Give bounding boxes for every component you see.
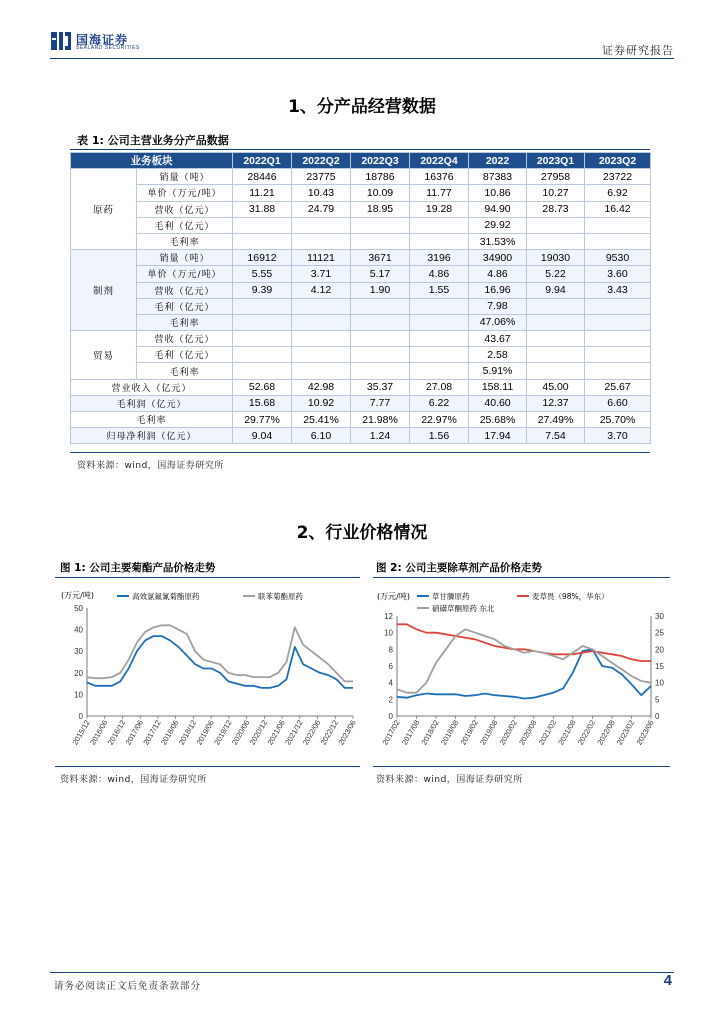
metric-label-cell: 销量（吨）: [137, 169, 233, 185]
x-tick-label: 2020/02: [497, 718, 519, 747]
value-cell: 47.06%: [469, 314, 527, 330]
section-title-price-trends: 2、行业价格情况: [296, 523, 428, 543]
table-row: [71, 217, 651, 233]
chart1-unit-label: (万元/吨): [61, 591, 94, 600]
value-cell: 10.27: [527, 185, 585, 201]
value-cell: 4.12: [292, 282, 351, 298]
x-tick-label: 2019/08: [478, 718, 500, 747]
value-cell: 23775: [292, 169, 351, 185]
y-right-tick-label: 0: [655, 712, 660, 721]
table-row: [71, 233, 651, 249]
value-cell: 16376: [410, 169, 469, 185]
y-right-tick-label: 10: [655, 678, 664, 688]
value-cell: [292, 298, 351, 314]
value-cell: 16912: [233, 250, 292, 266]
y-tick-label: 30: [74, 647, 83, 657]
value-cell: [527, 347, 585, 363]
table-row: [71, 169, 651, 185]
value-cell: 158.11: [469, 379, 527, 395]
value-cell: [233, 347, 292, 363]
value-cell: 4.86: [469, 266, 527, 282]
x-tick-label: 2018/02: [419, 718, 441, 747]
chart2-unit-label: (万元/吨): [377, 592, 410, 601]
value-cell: 27.49%: [527, 412, 585, 428]
x-tick-label: 2022/12: [318, 718, 340, 747]
value-cell: 19.28: [410, 201, 469, 217]
page-number: 4: [663, 972, 672, 989]
x-tick-label: 2015/12: [70, 718, 92, 747]
figure2-bottom-divider: [373, 766, 670, 767]
value-cell: [351, 314, 410, 330]
chart2-legend-label-2: 麦草畏（98%，华东）: [532, 592, 609, 601]
value-cell: [585, 298, 651, 314]
figure2-divider: [373, 577, 670, 578]
value-cell: 28.73: [527, 201, 585, 217]
y-tick-label: 2: [388, 695, 393, 705]
value-cell: 24.79: [292, 201, 351, 217]
value-cell: 10.92: [292, 395, 351, 411]
x-tick-label: 2016/12: [105, 718, 128, 747]
value-cell: 29.77%: [233, 412, 292, 428]
table-row: [71, 250, 651, 266]
x-tick-label: 2018/06: [159, 718, 181, 747]
value-cell: [292, 347, 351, 363]
x-tick-label: 2019/06: [194, 718, 216, 747]
value-cell: [233, 233, 292, 249]
value-cell: 23722: [585, 169, 651, 185]
value-cell: 15.68: [233, 395, 292, 411]
value-cell: 1.56: [410, 428, 469, 444]
table-source: 资料来源：wind，国海证券研究所: [77, 461, 224, 471]
value-cell: 17.94: [469, 428, 527, 444]
y-tick-label: 12: [384, 612, 393, 621]
footer-disclaimer: 请务必阅读正文后免责条款部分: [54, 981, 202, 992]
table-row: [71, 314, 651, 330]
y-tick-label: 6: [388, 662, 393, 671]
value-cell: 4.86: [410, 266, 469, 282]
chart1-legend-label-2: 联苯菊酯原药: [258, 592, 303, 601]
value-cell: 10.09: [351, 185, 410, 201]
column-header: 业务板块: [71, 153, 233, 169]
value-cell: [527, 314, 585, 330]
series-line-2: [397, 624, 651, 661]
segment-name-cell: 制剂: [71, 250, 137, 331]
value-cell: 31.88: [233, 201, 292, 217]
y-tick-label: 50: [74, 604, 83, 613]
value-cell: 5.22: [527, 266, 585, 282]
value-cell: 35.37: [351, 379, 410, 395]
value-cell: [410, 347, 469, 363]
chart2-series: [397, 624, 651, 698]
table-row: [71, 185, 651, 201]
chart1-axes: [70, 604, 357, 746]
x-tick-label: 2020/06: [229, 718, 252, 747]
value-cell: 34900: [469, 250, 527, 266]
chart1-series: [87, 625, 353, 688]
metric-label-cell: 毛利率: [137, 363, 233, 379]
x-tick-label: 2017/02: [380, 718, 402, 747]
y-tick-label: 0: [78, 712, 83, 721]
total-label-cell: 毛利润（亿元）: [71, 395, 233, 411]
value-cell: 9.39: [233, 282, 292, 298]
value-cell: 6.60: [585, 395, 651, 411]
column-header: 2022Q1: [233, 153, 292, 169]
total-label-cell: 毛利率: [71, 412, 233, 428]
value-cell: 27958: [527, 169, 585, 185]
table-row: [71, 201, 651, 217]
column-header: 2023Q1: [527, 153, 585, 169]
value-cell: 1.90: [351, 282, 410, 298]
table-caption: 表 1: 公司主营业务分产品数据: [77, 134, 229, 147]
value-cell: [410, 217, 469, 233]
y-right-tick-label: 30: [655, 612, 664, 621]
value-cell: 27.08: [410, 379, 469, 395]
x-tick-label: 2022/08: [595, 718, 617, 747]
metric-label-cell: 毛利率: [137, 233, 233, 249]
page-header: [50, 28, 674, 58]
sealand-logo-icon: [50, 30, 72, 52]
value-cell: 31.53%: [469, 233, 527, 249]
x-tick-label: 2022/02: [575, 718, 598, 747]
x-tick-label: 2018/12: [176, 718, 199, 747]
value-cell: 19030: [527, 250, 585, 266]
value-cell: [527, 217, 585, 233]
column-header: 2022: [469, 153, 527, 169]
value-cell: [585, 314, 651, 330]
column-header: 2022Q4: [410, 153, 469, 169]
value-cell: [233, 331, 292, 347]
value-cell: 43.67: [469, 331, 527, 347]
y-tick-label: 0: [388, 712, 393, 721]
value-cell: [351, 363, 410, 379]
y-tick-label: 20: [74, 668, 83, 678]
value-cell: 5.55: [233, 266, 292, 282]
value-cell: 9.04: [233, 428, 292, 444]
metric-label-cell: 营收（亿元）: [137, 282, 233, 298]
metric-label-cell: 营收（亿元）: [137, 201, 233, 217]
total-row: [71, 428, 651, 444]
metric-label-cell: 销量（吨）: [137, 250, 233, 266]
x-tick-label: 2021/02: [536, 718, 559, 747]
value-cell: [292, 233, 351, 249]
chart2-legend-label-3: 硝磺草酮原药 东北: [432, 604, 495, 613]
value-cell: [585, 347, 651, 363]
figure1-caption: 图 1: 公司主要菊酯产品价格走势: [60, 562, 216, 574]
segment-name-cell: 原药: [71, 169, 137, 250]
value-cell: 3671: [351, 250, 410, 266]
y-right-tick-label: 5: [655, 695, 660, 705]
x-tick-label: 2021/06: [265, 718, 287, 747]
value-cell: [233, 314, 292, 330]
x-tick-label: 2023/02: [614, 718, 637, 747]
x-tick-label: 2021/08: [556, 718, 578, 747]
value-cell: 18.95: [351, 201, 410, 217]
metric-label-cell: 毛利率: [137, 314, 233, 330]
value-cell: 6.10: [292, 428, 351, 444]
value-cell: 5.17: [351, 266, 410, 282]
value-cell: 12.37: [527, 395, 585, 411]
value-cell: [410, 298, 469, 314]
header-divider: [50, 58, 674, 59]
y-tick-label: 4: [388, 678, 393, 688]
value-cell: [410, 331, 469, 347]
value-cell: 11121: [292, 250, 351, 266]
x-tick-label: 2023/06: [336, 718, 358, 747]
value-cell: 11.21: [233, 185, 292, 201]
y-right-tick-label: 15: [655, 662, 664, 671]
value-cell: 3.70: [585, 428, 651, 444]
value-cell: 25.70%: [585, 412, 651, 428]
x-tick-label: 2023/06: [634, 718, 656, 747]
value-cell: 6.22: [410, 395, 469, 411]
column-header: 2022Q2: [292, 153, 351, 169]
x-tick-label: 2022/06: [300, 718, 323, 747]
value-cell: 52.68: [233, 379, 292, 395]
y-tick-label: 10: [384, 628, 393, 638]
report-type-label: 证券研究报告: [602, 44, 674, 57]
value-cell: [527, 233, 585, 249]
x-tick-label: 2020/08: [517, 718, 539, 747]
value-cell: [292, 363, 351, 379]
value-cell: [585, 363, 651, 379]
value-cell: 5.91%: [469, 363, 527, 379]
y-tick-label: 10: [74, 690, 83, 700]
value-cell: 16.42: [585, 201, 651, 217]
value-cell: 9530: [585, 250, 651, 266]
value-cell: [351, 233, 410, 249]
value-cell: 6.92: [585, 185, 651, 201]
figure1-divider: [55, 577, 360, 578]
value-cell: 42.98: [292, 379, 351, 395]
value-cell: [410, 314, 469, 330]
value-cell: 94.90: [469, 201, 527, 217]
value-cell: 45.00: [527, 379, 585, 395]
x-tick-label: 2019/02: [458, 718, 480, 747]
value-cell: [233, 217, 292, 233]
value-cell: [292, 331, 351, 347]
value-cell: 10.43: [292, 185, 351, 201]
x-tick-label: 2020/12: [247, 718, 270, 747]
total-label-cell: 归母净利润（亿元）: [71, 428, 233, 444]
metric-label-cell: 单价（万元/吨）: [137, 185, 233, 201]
value-cell: [292, 217, 351, 233]
section-title-operating-data: 1、分产品经营数据: [288, 97, 436, 117]
value-cell: 40.60: [469, 395, 527, 411]
value-cell: 7.54: [527, 428, 585, 444]
x-tick-label: 2021/12: [283, 718, 305, 747]
x-tick-label: 2017/12: [141, 718, 163, 747]
column-header: 2023Q2: [585, 153, 651, 169]
chart2-legend: [417, 591, 609, 613]
value-cell: [351, 331, 410, 347]
column-header: 2022Q3: [351, 153, 410, 169]
x-tick-label: 2017/06: [123, 718, 145, 747]
value-cell: 2.58: [469, 347, 527, 363]
value-cell: 11.77: [410, 185, 469, 201]
value-cell: 18786: [351, 169, 410, 185]
total-label-cell: 营业收入（亿元）: [71, 379, 233, 395]
table-row: [71, 363, 651, 379]
logo-english: SEALAND SECURITIES: [76, 45, 140, 51]
table-row: [71, 331, 651, 347]
chart2-legend-label-1: 草甘膦原药: [432, 592, 470, 601]
metric-label-cell: 毛利（亿元）: [137, 298, 233, 314]
value-cell: 25.41%: [292, 412, 351, 428]
value-cell: 28446: [233, 169, 292, 185]
x-tick-label: 2016/06: [88, 718, 110, 747]
value-cell: 22.97%: [410, 412, 469, 428]
metric-label-cell: 营收（亿元）: [137, 331, 233, 347]
chart1-legend-label-1: 高效氯氟氰菊酯原药: [132, 592, 200, 601]
x-tick-label: 2017/08: [399, 718, 422, 747]
value-cell: [527, 298, 585, 314]
table-row: [71, 347, 651, 363]
value-cell: [233, 363, 292, 379]
value-cell: [585, 331, 651, 347]
value-cell: 7.77: [351, 395, 410, 411]
table-row: [71, 298, 651, 314]
value-cell: 9.94: [527, 282, 585, 298]
value-cell: 29.92: [469, 217, 527, 233]
value-cell: [585, 217, 651, 233]
product-data-table: [70, 152, 651, 444]
value-cell: 3196: [410, 250, 469, 266]
table-row: [71, 266, 651, 282]
value-cell: 3.43: [585, 282, 651, 298]
series-line-3: [397, 629, 651, 692]
value-cell: [292, 314, 351, 330]
value-cell: [351, 298, 410, 314]
value-cell: 7.98: [469, 298, 527, 314]
value-cell: 87383: [469, 169, 527, 185]
pyrethroid-price-chart: [55, 582, 360, 762]
value-cell: 10.86: [469, 185, 527, 201]
metric-label-cell: 单价（万元/吨）: [137, 266, 233, 282]
figure1-bottom-divider: [55, 766, 360, 767]
value-cell: [233, 298, 292, 314]
total-row: [71, 412, 651, 428]
table-header-row: [71, 153, 651, 169]
value-cell: 25.68%: [469, 412, 527, 428]
footer-divider: [50, 972, 674, 973]
x-tick-label: 2019/12: [212, 718, 234, 747]
value-cell: 25.67: [585, 379, 651, 395]
herbicide-price-chart: [373, 582, 670, 762]
value-cell: [351, 347, 410, 363]
value-cell: 1.24: [351, 428, 410, 444]
y-right-tick-label: 25: [655, 628, 664, 638]
logo-name: 国海证券: [76, 33, 129, 47]
table-bottom-divider: [70, 452, 650, 453]
table-row: [71, 282, 651, 298]
value-cell: 21.98%: [351, 412, 410, 428]
figure2-source: 资料来源：wind，国海证券研究所: [376, 775, 523, 785]
value-cell: [410, 363, 469, 379]
series-line-1: [397, 649, 651, 698]
value-cell: [585, 233, 651, 249]
chart1-legend: [117, 591, 303, 601]
value-cell: 3.71: [292, 266, 351, 282]
figure1-source: 资料来源：wind，国海证券研究所: [60, 775, 207, 785]
segment-name-cell: 贸易: [71, 331, 137, 380]
metric-label-cell: 毛利（亿元）: [137, 347, 233, 363]
total-row: [71, 395, 651, 411]
value-cell: [410, 233, 469, 249]
y-tick-label: 8: [388, 645, 393, 655]
table-body: [71, 169, 651, 444]
metric-label-cell: 毛利（亿元）: [137, 217, 233, 233]
total-row: [71, 379, 651, 395]
value-cell: [351, 217, 410, 233]
table-caption-divider: [70, 149, 650, 150]
value-cell: [527, 331, 585, 347]
figure2-caption: 图 2: 公司主要除草剂产品价格走势: [376, 562, 542, 574]
y-tick-label: 40: [74, 625, 83, 635]
value-cell: 16.96: [469, 282, 527, 298]
x-tick-label: 2018/08: [438, 718, 461, 747]
value-cell: 1.55: [410, 282, 469, 298]
value-cell: [527, 363, 585, 379]
value-cell: 3.60: [585, 266, 651, 282]
y-right-tick-label: 20: [655, 645, 664, 655]
